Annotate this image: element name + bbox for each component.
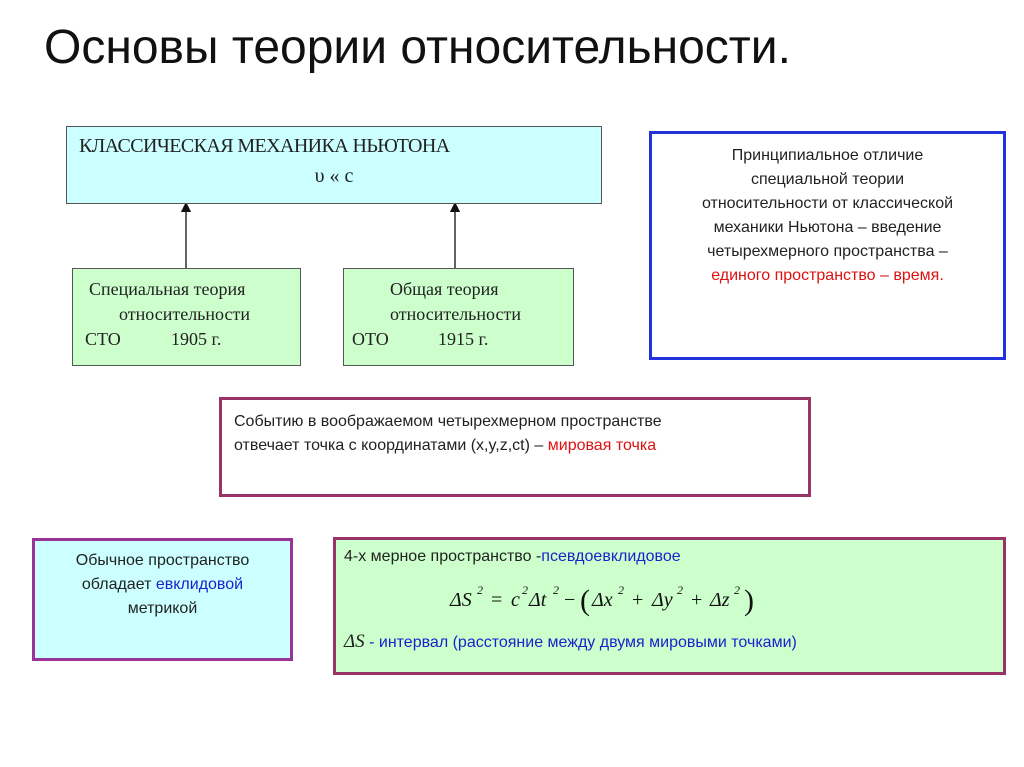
formula-dt: Δt: [529, 589, 547, 611]
principle-line: Принципиальное отличие: [731, 147, 924, 164]
formula-c: c: [511, 589, 520, 611]
principle-line: специальной теории: [750, 171, 905, 188]
principle-highlight: единого пространство – время.: [711, 267, 944, 284]
principle-line: четырехмерного пространства –: [707, 243, 948, 260]
formula-exp: 2: [677, 583, 683, 597]
event-line1: Событию в воображаемом четырехмерном пространстве: [234, 413, 662, 430]
sto-abbr: СТО: [85, 329, 121, 349]
interval-definition: [344, 631, 797, 653]
interval-symbol: ΔS: [344, 631, 365, 652]
principle-difference-box: [649, 131, 1006, 360]
classic-mechanics-title: КЛАССИЧЕСКАЯ МЕХАНИКА НЬЮТОНА: [79, 135, 450, 157]
sto-line2: относительности: [119, 304, 250, 324]
classic-mechanics-condition: υ « c: [314, 165, 354, 187]
sto-line1: Специальная теория: [89, 279, 246, 299]
classic-mechanics-box: [66, 126, 602, 204]
euclidean-space-box: [32, 538, 293, 661]
oto-line1: Общая теория: [390, 279, 499, 299]
formula-exp: 2: [553, 583, 559, 597]
formula-plus: +: [691, 589, 703, 611]
formula-eq: =: [491, 589, 503, 611]
euclid-line1: Обычное пространство: [75, 552, 250, 569]
formula-plus: +: [632, 589, 644, 611]
formula-exp: 2: [477, 583, 483, 597]
pseudo-heading-prefix: 4-х мерное пространство -: [344, 548, 542, 565]
world-point-term: мировая точка: [547, 437, 657, 454]
event-line2-wrap: [234, 434, 808, 458]
world-point-box: [219, 397, 811, 497]
oto-line2: относительности: [390, 304, 521, 324]
euclidean-term: евклидовой: [155, 576, 244, 593]
page-title: Основы теории относительности.: [44, 21, 791, 74]
oto-year: 1915 г.: [438, 329, 489, 349]
formula-lhs: ΔS: [450, 589, 472, 611]
euclid-line3: метрикой: [127, 600, 198, 617]
formula-exp: 2: [522, 583, 528, 597]
interval-text: - интервал (расстояние между двумя мировыми точками): [364, 634, 797, 651]
pseudo-euclidean-term: псевдоевклидовое: [541, 548, 681, 565]
principle-line: относительности от классической: [701, 195, 954, 212]
event-line2: отвечает точка с координатами (x,y,z,ct) –: [234, 437, 548, 454]
principle-line: механики Ньютона – введение: [713, 219, 942, 236]
oto-abbr: ОТО: [352, 329, 389, 349]
formula-exp: 2: [734, 583, 740, 597]
formula-dz: Δz: [710, 589, 730, 611]
sto-year: 1905 г.: [171, 329, 222, 349]
formula-minus: −: [564, 589, 576, 611]
general-relativity-box: [343, 268, 574, 366]
special-relativity-box: [72, 268, 301, 366]
formula-exp: 2: [618, 583, 624, 597]
pseudo-euclidean-box: [333, 537, 1006, 675]
formula-dx: Δx: [592, 589, 613, 611]
interval-formula: [336, 540, 1009, 678]
euclid-line2-wrap: [35, 573, 290, 597]
euclid-line2-prefix: обладает: [81, 576, 156, 593]
formula-rparen: ): [744, 584, 754, 617]
formula-dy: Δy: [652, 589, 673, 611]
formula-lparen: (: [580, 584, 590, 617]
